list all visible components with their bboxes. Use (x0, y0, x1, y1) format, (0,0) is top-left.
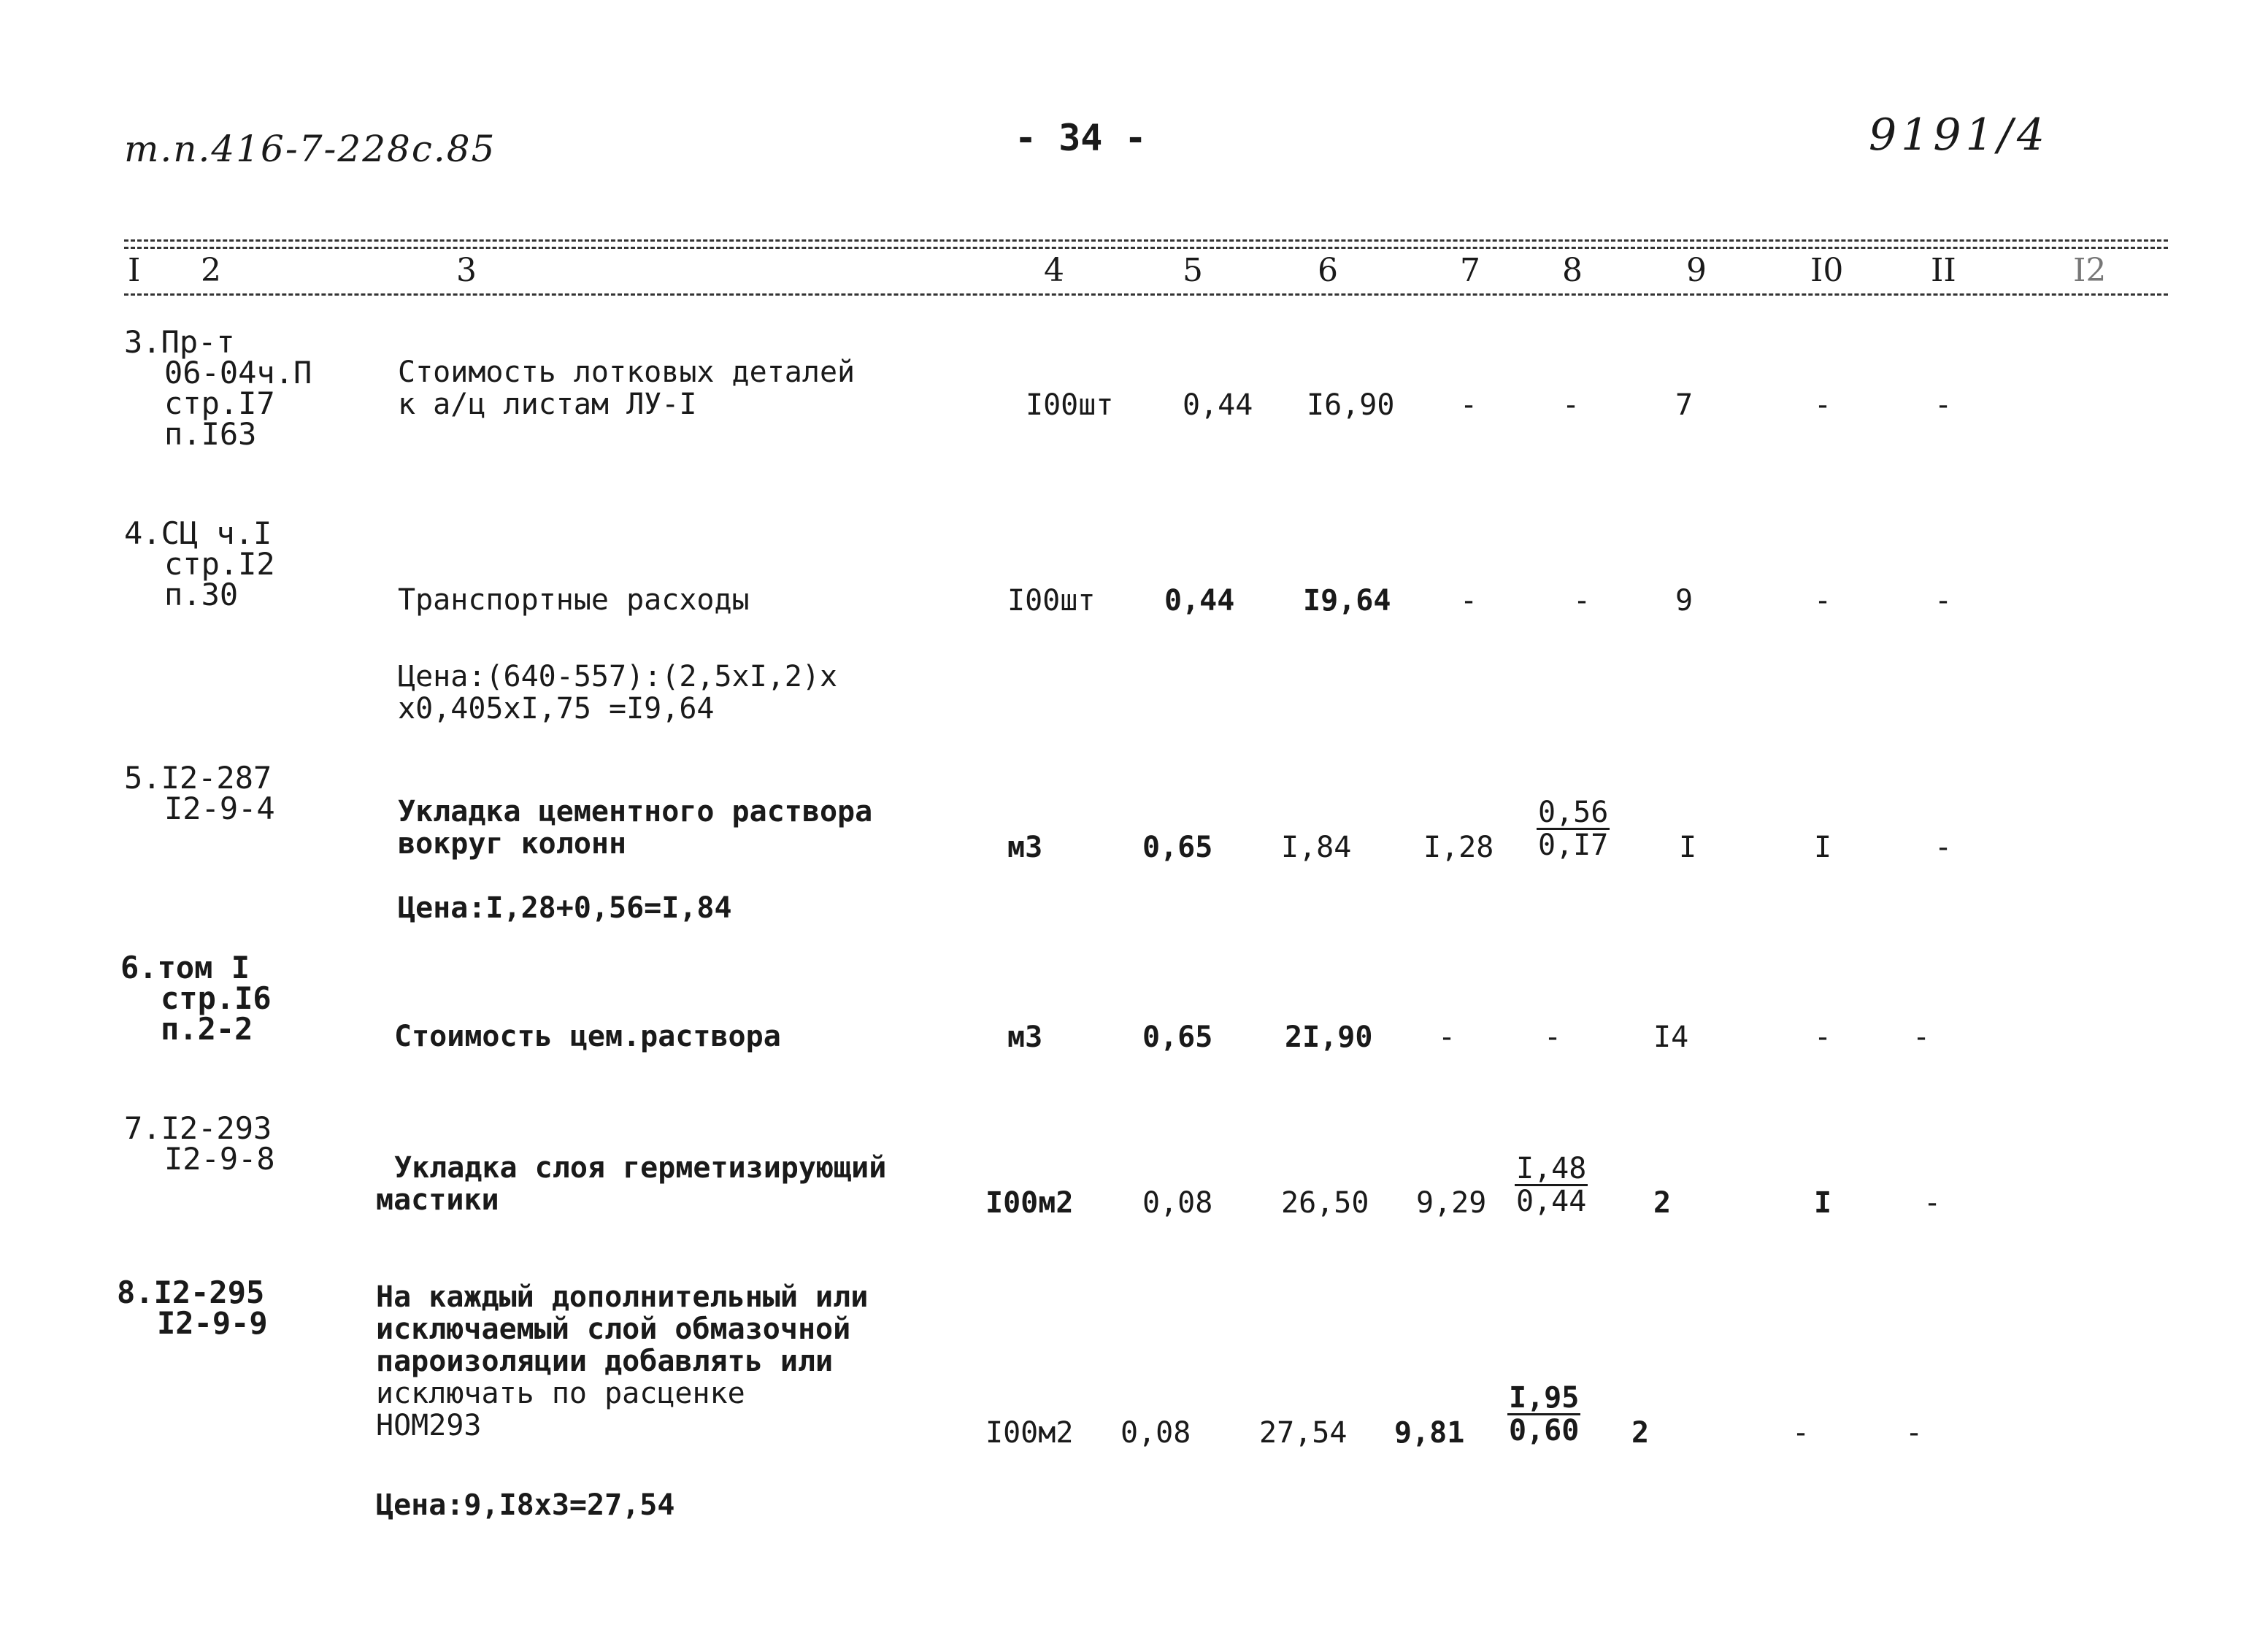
unit: м3 (1007, 1020, 1043, 1054)
col-8-fraction (1537, 797, 1610, 861)
ref-line: 6.том I (120, 950, 250, 985)
row-description (376, 1281, 868, 1442)
col-11-value: - (1934, 584, 1953, 618)
row-description (394, 1020, 781, 1053)
ref-line: 7.I2-293 (124, 1110, 272, 1146)
col-header-8: 8 (1562, 252, 1583, 289)
note-line: Цена:9,I8x3=27,54 (376, 1488, 675, 1522)
desc-line: Укладка цементного раствора (398, 795, 873, 829)
unit: м3 (1007, 831, 1043, 864)
col-7-value: - (1460, 388, 1478, 422)
quantity: 0,44 (1183, 388, 1253, 422)
ref-line: 3.Пр-т (124, 324, 235, 360)
desc-line: исключать по расценке (376, 1377, 745, 1410)
unit: I00шт (1007, 584, 1096, 618)
col-header-7: 7 (1460, 252, 1480, 289)
desc-line: пароизоляции добавлять или (376, 1345, 834, 1378)
col-7-value: 9,81 (1394, 1416, 1465, 1450)
note-line: Цена:I,28+0,56=I,84 (398, 891, 732, 925)
unit-price: I6,90 (1307, 388, 1395, 422)
row-ref (124, 760, 275, 826)
desc-line: Стоимость лотковых деталей (398, 355, 856, 389)
desc-line: исключаемый слой обмазочной (376, 1312, 851, 1346)
unit: I00м2 (985, 1186, 1074, 1220)
col-header-11: II (1931, 252, 1956, 289)
col-7-value: 9,29 (1416, 1186, 1487, 1220)
unit-price: 26,50 (1281, 1186, 1369, 1220)
col-11-value: - (1923, 1186, 1942, 1220)
col-10-value: - (1814, 388, 1832, 422)
quantity: 0,44 (1164, 584, 1235, 618)
col-9-value: I4 (1653, 1020, 1689, 1054)
col-10-value: - (1814, 584, 1832, 618)
col-8-value: - (1573, 584, 1591, 618)
price-note (398, 661, 837, 725)
col-11-value: - (1934, 388, 1953, 422)
col-9-value: 2 (1631, 1416, 1650, 1450)
col-10-value: I (1814, 1186, 1832, 1220)
col-header-1: I (128, 252, 141, 289)
unit: I00шт (1026, 388, 1114, 422)
col-header-4: 4 (1044, 252, 1064, 289)
ref-line: стр.I6 (161, 980, 272, 1016)
col-header-2: 2 (201, 252, 221, 289)
ref-line: 5.I2-287 (124, 760, 272, 796)
col-header-3: 3 (456, 252, 477, 289)
ref-line: п.2-2 (161, 1011, 253, 1047)
col-8-denominator: 0,44 (1516, 1185, 1587, 1218)
desc-line: мастики (376, 1183, 499, 1217)
desc-line: Транспортные расходы (398, 583, 750, 617)
row-description (398, 796, 872, 860)
row-ref (124, 1110, 275, 1177)
ref-line: стр.I2 (164, 546, 275, 582)
col-10-value: - (1792, 1416, 1810, 1450)
unit: I00м2 (985, 1416, 1074, 1450)
table-top-rule (124, 239, 2168, 242)
ref-line: I2-9-9 (157, 1305, 268, 1341)
unit-price: I9,64 (1303, 584, 1391, 618)
quantity: 0,08 (1120, 1416, 1191, 1450)
note-line: Цена:(640-557):(2,5xI,2)x (398, 660, 838, 693)
page-number: - 34 - (1015, 117, 1147, 159)
col-8-numerator: I,48 (1516, 1152, 1587, 1185)
col-8-denominator: 0,I7 (1538, 829, 1609, 862)
col-7-value: I,28 (1423, 831, 1494, 864)
col-header-10: I0 (1810, 252, 1844, 289)
quantity: 0,08 (1142, 1186, 1213, 1220)
row-description (376, 1152, 886, 1216)
table-header-rule (124, 293, 2168, 296)
row-ref (124, 324, 312, 452)
col-8-numerator: I,95 (1509, 1381, 1580, 1415)
col-9-value: I (1679, 831, 1697, 864)
row-description (398, 356, 855, 420)
document-code: т.п.416-7-228с.85 (124, 128, 496, 170)
desc-line: к а/ц листам ЛУ-I (398, 388, 697, 421)
col-8-numerator: 0,56 (1538, 796, 1609, 829)
desc-line: НОМ293 (376, 1409, 482, 1442)
note-line: x0,405xI,75 =I9,64 (398, 692, 715, 726)
desc-line: На каждый дополнительный или (376, 1280, 869, 1314)
ref-line: I2-9-8 (164, 1141, 275, 1177)
price-note (376, 1489, 674, 1521)
row-ref (117, 1277, 268, 1339)
col-10-value: - (1814, 1020, 1832, 1054)
ref-line: 06-04ч.П (164, 355, 312, 391)
col-header-12: I2 (2073, 252, 2107, 289)
ref-line: стр.I7 (164, 385, 275, 421)
row-description (398, 584, 750, 616)
quantity: 0,65 (1142, 1020, 1213, 1054)
row-ref (124, 515, 275, 612)
unit-price: 27,54 (1259, 1416, 1348, 1450)
col-8-fraction (1515, 1153, 1588, 1217)
col-9-value: 7 (1675, 388, 1694, 422)
desc-line: Стоимость цем.раствора (394, 1020, 781, 1053)
unit-price: I,84 (1281, 831, 1352, 864)
table-top-rule-2 (124, 247, 2168, 249)
col-8-value: - (1544, 1020, 1562, 1054)
ref-line: п.I63 (164, 416, 257, 452)
col-header-6: 6 (1318, 252, 1338, 289)
col-header-5: 5 (1183, 252, 1203, 289)
row-ref (120, 950, 272, 1047)
col-7-value: - (1460, 584, 1478, 618)
col-8-value: - (1562, 388, 1580, 422)
desc-line: вокруг колонн (398, 827, 627, 861)
desc-line: Укладка слоя герметизирующий (394, 1151, 887, 1185)
archive-number: 9191/4 (1869, 109, 2050, 161)
col-9-value: 2 (1653, 1186, 1672, 1220)
col-7-value: - (1438, 1020, 1456, 1054)
ref-line: I2-9-4 (164, 791, 275, 826)
col-11-value: - (1913, 1020, 1931, 1054)
col-9-value: 9 (1675, 584, 1694, 618)
col-header-9: 9 (1686, 252, 1707, 289)
col-8-fraction (1507, 1383, 1580, 1446)
col-11-value: - (1934, 831, 1953, 864)
quantity: 0,65 (1142, 831, 1213, 864)
price-note (398, 892, 732, 924)
ref-line: 8.I2-295 (117, 1275, 265, 1310)
col-8-denominator: 0,60 (1509, 1414, 1580, 1448)
ref-line: п.30 (164, 577, 239, 612)
col-11-value: - (1905, 1416, 1923, 1450)
col-10-value: I (1814, 831, 1832, 864)
unit-price: 2I,90 (1285, 1020, 1373, 1054)
ref-line: 4.СЦ ч.I (124, 515, 272, 551)
